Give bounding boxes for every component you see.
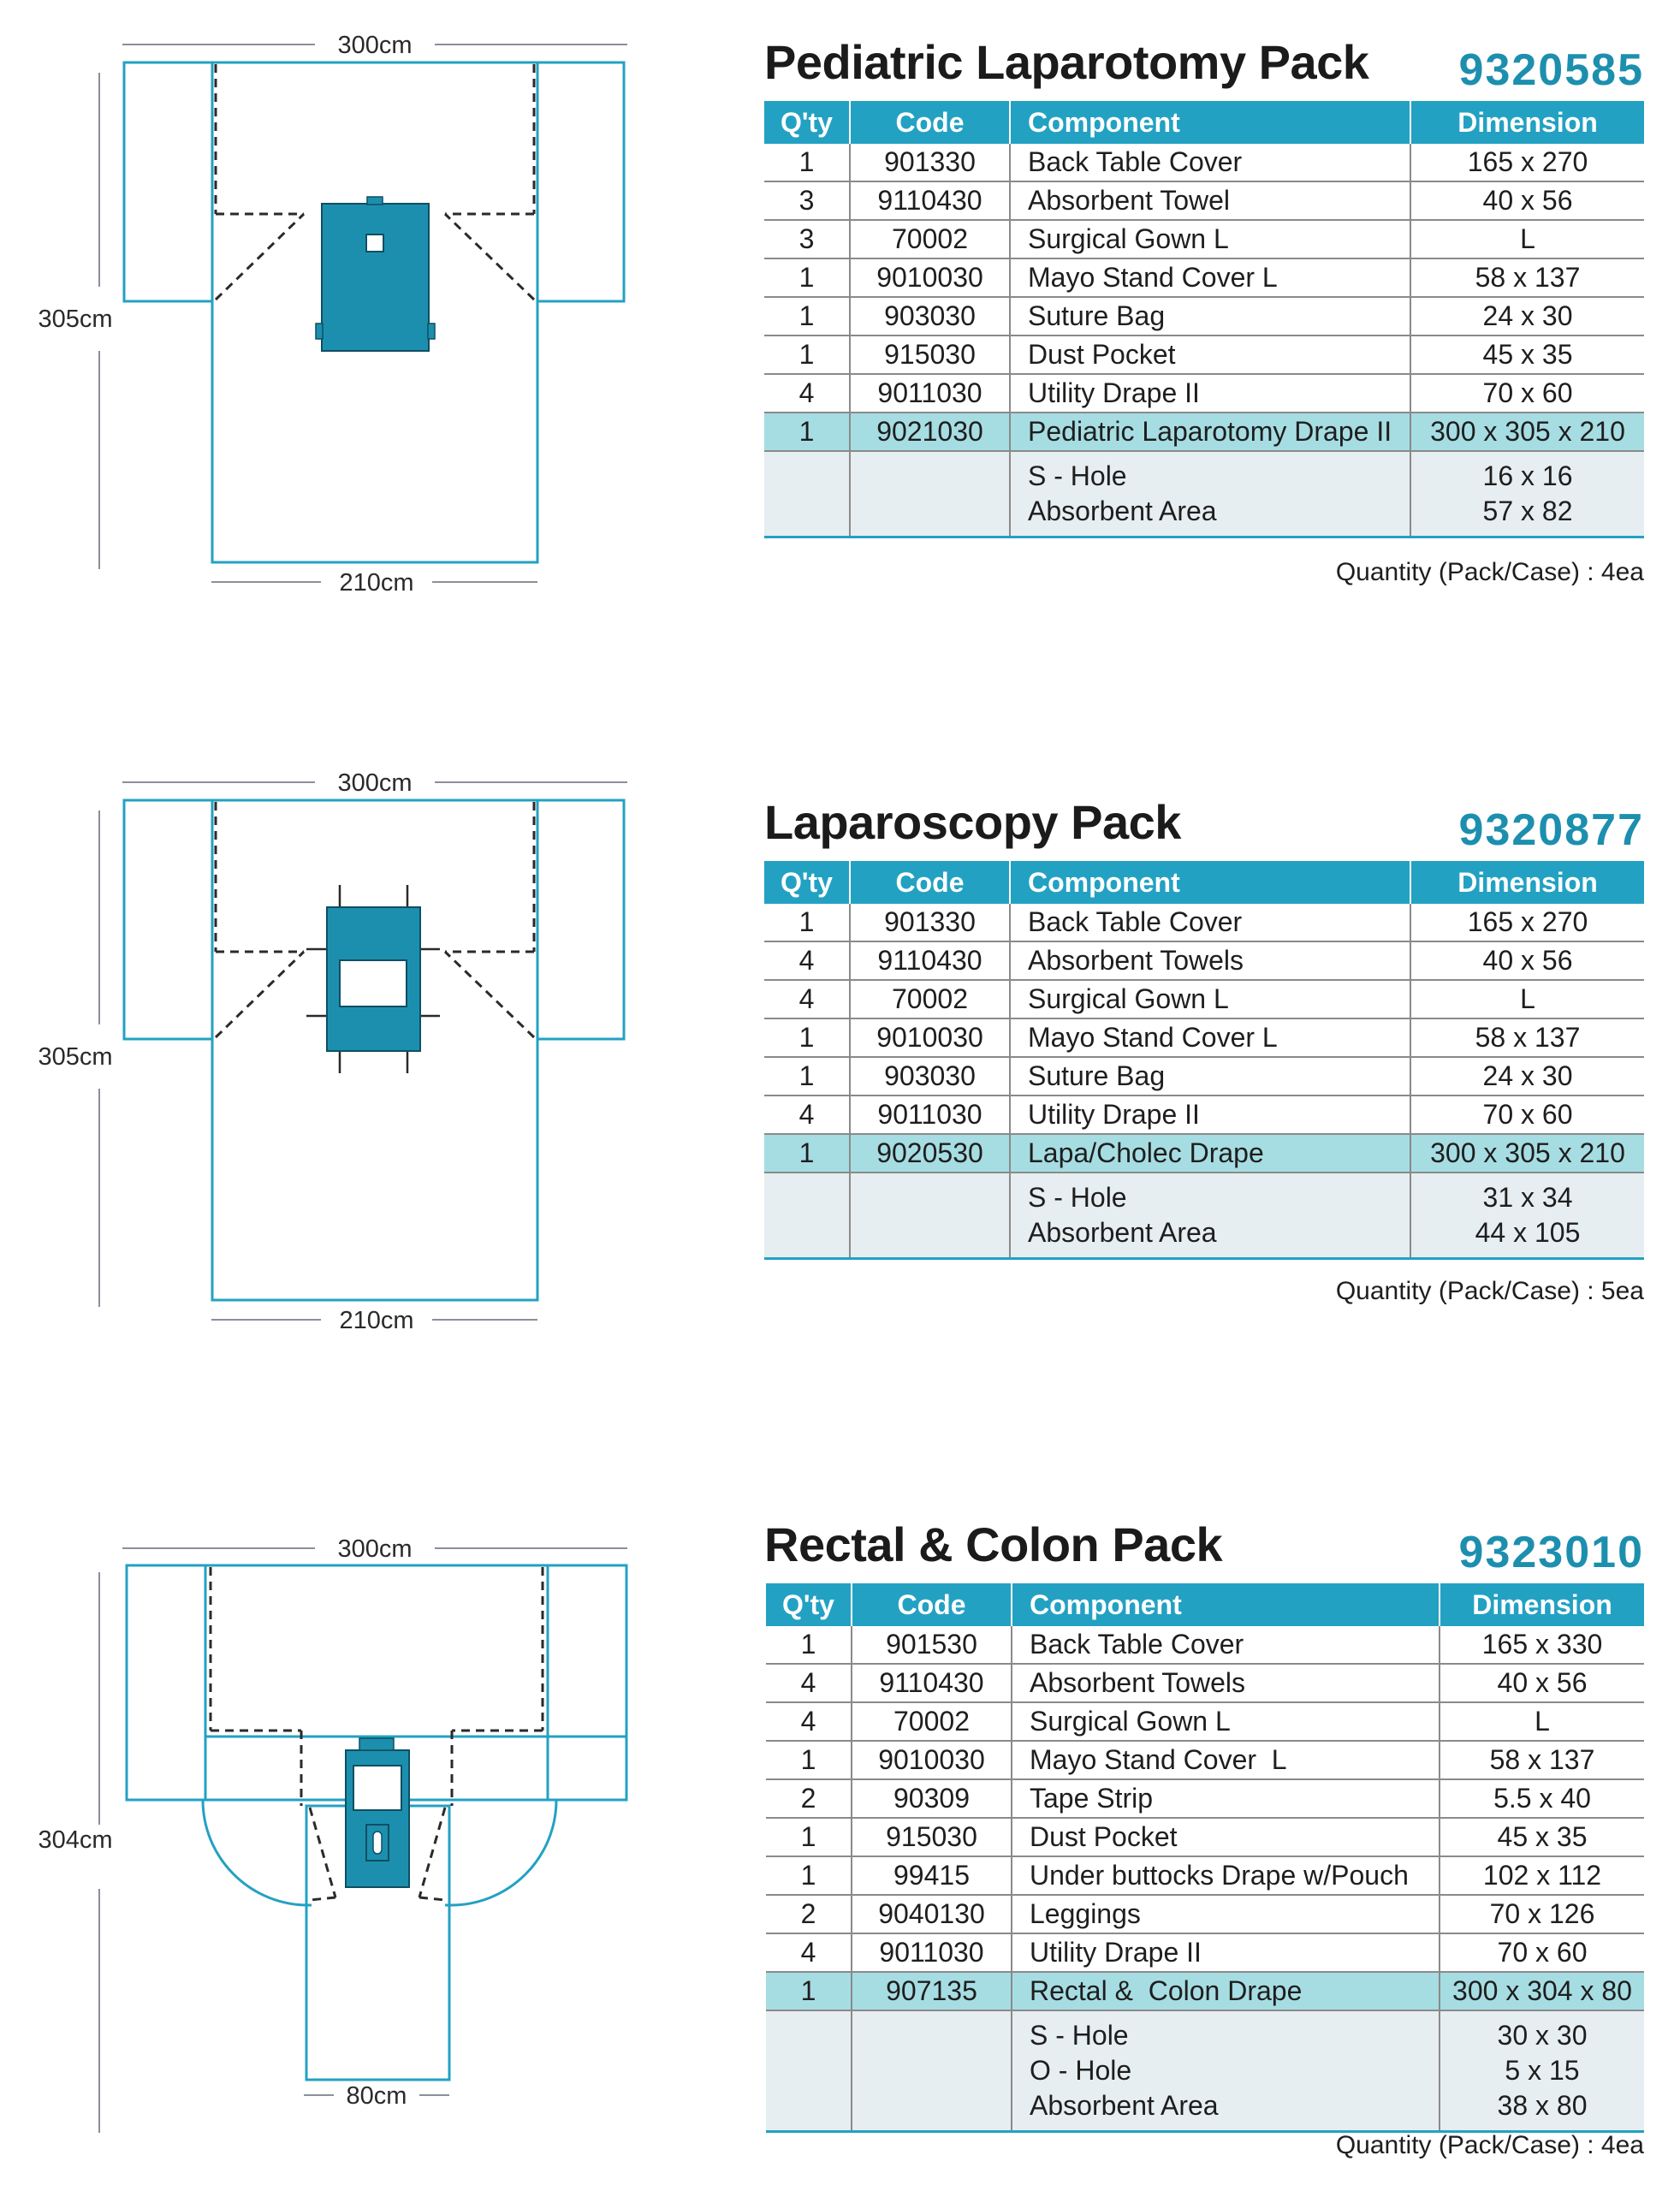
- dimension-cell: 24 x 30: [1410, 297, 1644, 335]
- component-cell: Mayo Stand Cover L: [1012, 1741, 1440, 1779]
- dimension-cell: L: [1410, 980, 1644, 1018]
- code-cell: 70002: [850, 220, 1010, 258]
- pack-code: 9320585: [1458, 45, 1644, 95]
- component-cell: Back Table Cover: [1012, 1626, 1440, 1664]
- table-row: [766, 1779, 1644, 1818]
- detail-label: S - Hole: [1030, 2020, 1129, 2051]
- table-row: [764, 181, 1644, 220]
- qty-cell: 1: [764, 1057, 850, 1096]
- dimension-cell: 40 x 56: [1410, 181, 1644, 220]
- qty-cell: 4: [766, 1702, 852, 1741]
- component-cell: Back Table Cover: [1010, 144, 1410, 181]
- header-component: Component: [1010, 861, 1410, 904]
- detail-dimension: 31 x 34: [1482, 1182, 1573, 1213]
- table-row-main-drape: [766, 1972, 1644, 2010]
- table-row: [764, 258, 1644, 297]
- qty-cell: 1: [764, 904, 850, 941]
- dimension-cell: L: [1440, 1702, 1644, 1741]
- component-cell: Surgical Gown L: [1012, 1702, 1440, 1741]
- detail-label: O - Hole: [1030, 2055, 1132, 2086]
- component-cell: Under buttocks Drape w/Pouch: [1012, 1856, 1440, 1895]
- dimension-cell: 70 x 126: [1440, 1895, 1644, 1933]
- code-cell: 9110430: [850, 181, 1010, 220]
- dimension-cell: 40 x 56: [1410, 941, 1644, 980]
- dimension-cell: 300 x 305 x 210: [1410, 1134, 1644, 1173]
- code-cell: 90309: [852, 1779, 1012, 1818]
- dimension-cell: 24 x 30: [1410, 1057, 1644, 1096]
- table-row: [764, 144, 1644, 181]
- detail-dimension: 38 x 80: [1497, 2090, 1588, 2121]
- component-cell: Pediatric Laparotomy Drape II: [1010, 413, 1410, 451]
- component-cell: Absorbent Towels: [1010, 941, 1410, 980]
- quantity-per-case: Quantity (Pack/Case) : 5ea: [1335, 1277, 1644, 1305]
- component-cell: Leggings: [1012, 1895, 1440, 1933]
- dimension-cell: 300 x 304 x 80: [1440, 1972, 1644, 2010]
- detail-label: Absorbent Area: [1028, 1217, 1217, 1248]
- length-label: 305cm: [38, 306, 113, 333]
- header-component: Component: [1012, 1583, 1440, 1626]
- qty-cell: 1: [764, 297, 850, 335]
- bottom-width-label: 80cm: [346, 2082, 407, 2110]
- qty-cell: 4: [766, 1933, 852, 1972]
- component-table: [766, 1583, 1644, 2133]
- component-cell: Mayo Stand Cover L: [1010, 258, 1410, 297]
- pack-title: Pediatric Laparotomy Pack: [764, 35, 1369, 89]
- table-header: [764, 861, 1644, 904]
- quantity-per-case: Quantity (Pack/Case) : 4ea: [1335, 558, 1644, 586]
- dimension-cell: 45 x 35: [1440, 1818, 1644, 1856]
- detail-label: Absorbent Area: [1028, 496, 1217, 526]
- component-table: [764, 861, 1644, 1260]
- qty-cell: 1: [764, 144, 850, 181]
- table-row: [766, 1933, 1644, 1972]
- table-row-main-drape: [764, 413, 1644, 451]
- table-row: [764, 941, 1644, 980]
- qty-cell: 2: [766, 1895, 852, 1933]
- code-cell: 901530: [852, 1626, 1012, 1664]
- length-label: 304cm: [38, 1826, 113, 1854]
- code-cell: 9010030: [850, 1018, 1010, 1057]
- pack-code: 9323010: [1458, 1528, 1644, 1577]
- code-cell: 9110430: [850, 941, 1010, 980]
- header-dimension: Dimension: [1440, 1583, 1644, 1626]
- drape-details-row: [764, 451, 1644, 537]
- component-cell: Dust Pocket: [1010, 335, 1410, 374]
- table-row: [766, 1626, 1644, 1664]
- qty-cell: 1: [766, 1972, 852, 2010]
- code-cell: 99415: [852, 1856, 1012, 1895]
- detail-label: S - Hole: [1028, 460, 1127, 491]
- qty-cell: 1: [764, 1134, 850, 1173]
- header-dimension: Dimension: [1410, 101, 1644, 144]
- header-code: Code: [852, 1583, 1012, 1626]
- detail-dimension: 57 x 82: [1482, 496, 1573, 526]
- table-row-main-drape: [764, 1134, 1644, 1173]
- length-label: 305cm: [38, 1043, 113, 1071]
- code-cell: 915030: [852, 1818, 1012, 1856]
- code-cell: 9040130: [852, 1895, 1012, 1933]
- code-cell: 907135: [852, 1972, 1012, 2010]
- table-row: [764, 374, 1644, 413]
- bottom-width-label: 210cm: [339, 569, 414, 597]
- bottom-width-label: 210cm: [339, 1307, 414, 1334]
- detail-dimension: 30 x 30: [1497, 2020, 1588, 2051]
- component-table: [764, 101, 1644, 538]
- table-row: [766, 1856, 1644, 1895]
- code-cell: 9010030: [852, 1741, 1012, 1779]
- qty-cell: 1: [766, 1626, 852, 1664]
- dimension-cell: 58 x 137: [1410, 1018, 1644, 1057]
- code-cell: 903030: [850, 297, 1010, 335]
- drape-details-row: [766, 2010, 1644, 2132]
- component-cell: Absorbent Towels: [1012, 1664, 1440, 1702]
- detail-label: Absorbent Area: [1030, 2090, 1219, 2121]
- code-cell: 9011030: [850, 1096, 1010, 1134]
- dimension-cell: 165 x 270: [1410, 904, 1644, 941]
- qty-cell: 4: [764, 374, 850, 413]
- qty-cell: 4: [766, 1664, 852, 1702]
- table-header: [766, 1583, 1644, 1626]
- qty-cell: 2: [766, 1779, 852, 1818]
- quantity-per-case: Quantity (Pack/Case) : 4ea: [1335, 2131, 1644, 2159]
- code-cell: 915030: [850, 335, 1010, 374]
- dimension-cell: 45 x 35: [1410, 335, 1644, 374]
- component-cell: Utility Drape II: [1010, 1096, 1410, 1134]
- qty-cell: 3: [764, 220, 850, 258]
- table-row: [764, 904, 1644, 941]
- dimension-cell: 165 x 270: [1410, 144, 1644, 181]
- dimension-cell: 70 x 60: [1410, 374, 1644, 413]
- component-cell: Utility Drape II: [1012, 1933, 1440, 1972]
- table-header: [764, 101, 1644, 144]
- detail-dimension: 5 x 15: [1505, 2055, 1580, 2086]
- detail-dimension: 44 x 105: [1475, 1217, 1581, 1248]
- pack-title: Rectal & Colon Pack: [764, 1517, 1223, 1571]
- code-cell: 9021030: [850, 413, 1010, 451]
- component-cell: Tape Strip: [1012, 1779, 1440, 1818]
- table-row: [764, 1096, 1644, 1134]
- component-cell: Absorbent Towel: [1010, 181, 1410, 220]
- component-cell: Back Table Cover: [1010, 904, 1410, 941]
- code-cell: 9011030: [850, 374, 1010, 413]
- drape-diagram: [0, 738, 736, 1363]
- qty-cell: 4: [764, 980, 850, 1018]
- dimension-cell: 5.5 x 40: [1440, 1779, 1644, 1818]
- code-cell: 9010030: [850, 258, 1010, 297]
- header-qty: Q'ty: [766, 1583, 852, 1626]
- component-cell: Suture Bag: [1010, 1057, 1410, 1096]
- table-row: [764, 335, 1644, 374]
- qty-cell: 1: [766, 1741, 852, 1779]
- dimension-cell: L: [1410, 220, 1644, 258]
- component-cell: Dust Pocket: [1012, 1818, 1440, 1856]
- table-row: [766, 1741, 1644, 1779]
- pack-code: 9320877: [1458, 805, 1644, 855]
- code-cell: 70002: [850, 980, 1010, 1018]
- detail-dimension: 16 x 16: [1482, 460, 1573, 491]
- qty-cell: 1: [764, 258, 850, 297]
- table-row: [766, 1702, 1644, 1741]
- table-row: [764, 980, 1644, 1018]
- table-row: [764, 1018, 1644, 1057]
- component-cell: Lapa/Cholec Drape: [1010, 1134, 1410, 1173]
- table-row: [764, 297, 1644, 335]
- width-label: 300cm: [337, 769, 413, 797]
- component-cell: Utility Drape II: [1010, 374, 1410, 413]
- dimension-cell: 58 x 137: [1410, 258, 1644, 297]
- dimension-cell: 70 x 60: [1440, 1933, 1644, 1972]
- qty-cell: 1: [766, 1818, 852, 1856]
- component-cell: Mayo Stand Cover L: [1010, 1018, 1410, 1057]
- pack-title: Laparoscopy Pack: [764, 795, 1181, 849]
- dimension-cell: 70 x 60: [1410, 1096, 1644, 1134]
- header-qty: Q'ty: [764, 101, 850, 144]
- header-code: Code: [850, 861, 1010, 904]
- code-cell: 9011030: [852, 1933, 1012, 1972]
- qty-cell: 4: [764, 1096, 850, 1134]
- header-code: Code: [850, 101, 1010, 144]
- dimension-cell: 300 x 305 x 210: [1410, 413, 1644, 451]
- width-label: 300cm: [337, 32, 413, 59]
- component-cell: Surgical Gown L: [1010, 980, 1410, 1018]
- code-cell: 901330: [850, 144, 1010, 181]
- qty-cell: 1: [766, 1856, 852, 1895]
- table-row: [766, 1818, 1644, 1856]
- width-label: 300cm: [337, 1535, 413, 1563]
- table-row: [766, 1895, 1644, 1933]
- component-cell: Rectal & Colon Drape: [1012, 1972, 1440, 2010]
- dimension-cell: 58 x 137: [1440, 1741, 1644, 1779]
- drape-diagram: [0, 1499, 736, 2150]
- header-component: Component: [1010, 101, 1410, 144]
- qty-cell: 4: [764, 941, 850, 980]
- code-cell: 901330: [850, 904, 1010, 941]
- qty-cell: 3: [764, 181, 850, 220]
- dimension-cell: 40 x 56: [1440, 1664, 1644, 1702]
- table-row: [764, 1057, 1644, 1096]
- header-dimension: Dimension: [1410, 861, 1644, 904]
- detail-label: S - Hole: [1028, 1182, 1127, 1213]
- component-cell: Surgical Gown L: [1010, 220, 1410, 258]
- table-row: [764, 220, 1644, 258]
- dimension-cell: 165 x 330: [1440, 1626, 1644, 1664]
- drape-diagram: [0, 0, 736, 625]
- qty-cell: 1: [764, 413, 850, 451]
- qty-cell: 1: [764, 335, 850, 374]
- table-row: [766, 1664, 1644, 1702]
- header-qty: Q'ty: [764, 861, 850, 904]
- code-cell: 9110430: [852, 1664, 1012, 1702]
- qty-cell: 1: [764, 1018, 850, 1057]
- component-cell: Suture Bag: [1010, 297, 1410, 335]
- drape-details-row: [764, 1173, 1644, 1259]
- code-cell: 903030: [850, 1057, 1010, 1096]
- code-cell: 70002: [852, 1702, 1012, 1741]
- code-cell: 9020530: [850, 1134, 1010, 1173]
- dimension-cell: 102 x 112: [1440, 1856, 1644, 1895]
